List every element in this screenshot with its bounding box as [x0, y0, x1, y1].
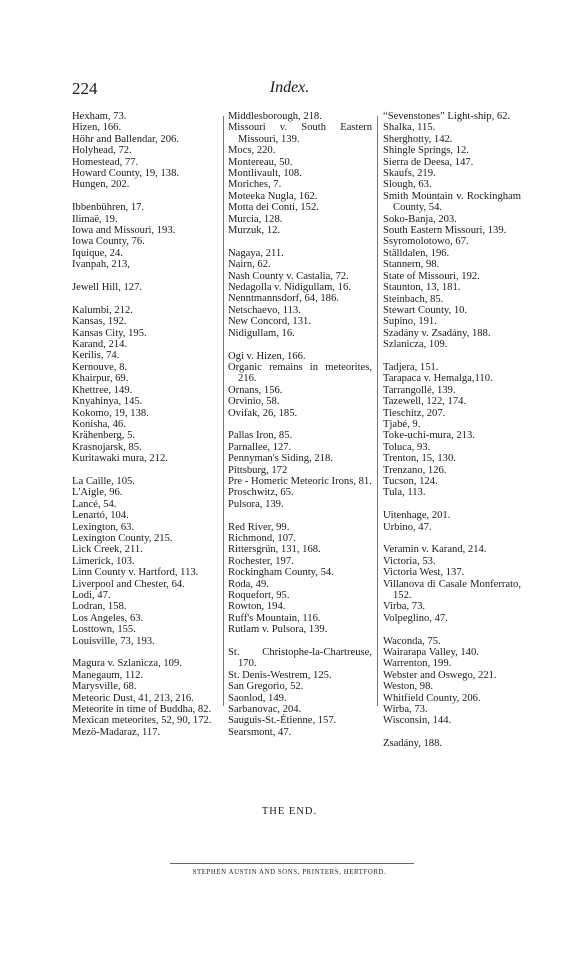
index-entry: Mezö-Madaraz, 117.: [72, 726, 161, 738]
index-entry: Pittsburg, 172: [228, 464, 288, 476]
index-entry: Losttown, 155.: [72, 624, 136, 636]
index-entry: Iowa County, 76.: [72, 236, 145, 248]
index-entry: Nash County v. Castalia, 72.: [228, 270, 349, 282]
index-entry: Ssyromolotowo, 67.: [383, 236, 469, 248]
index-entry: Proschwitz, 65.: [228, 487, 294, 499]
index-entry: Parnallee, 127.: [228, 441, 292, 453]
index-entry: La Caille, 105.: [72, 475, 135, 487]
entry-gap: [228, 636, 372, 647]
index-entry: Pallas Iron, 85.: [228, 430, 293, 442]
index-entry: Red River, 99.: [228, 521, 290, 533]
index-entry: Whitfield County, 206.: [383, 692, 481, 704]
printer-imprint: STEPHEN AUSTIN AND SONS, PRINTERS, HERTFORD.: [192, 869, 387, 876]
index-entry: Netschaevo, 113.: [228, 304, 301, 316]
entry-gap: [228, 510, 372, 521]
index-entry: Ivanpah, 213,: [72, 259, 130, 271]
index-entry: Ibbenbühren, 17.: [72, 202, 145, 214]
entry-gap: [383, 351, 521, 362]
index-entry: Tucson, 124.: [383, 475, 438, 487]
index-entry: Nagaya, 211.: [228, 247, 284, 259]
index-entry: Orvinio, 58.: [228, 396, 280, 408]
index-entry: Khairpur, 69.: [72, 373, 129, 385]
index-entry: Sherghotty, 142.: [383, 133, 453, 145]
index-entry: Roquefort, 95.: [228, 590, 290, 601]
index-entry: Hexham, 73.: [72, 111, 127, 122]
entry-gap: [72, 271, 218, 282]
index-entry: Howard County, 19, 138.: [72, 168, 180, 180]
index-entry: Sarbanovac, 204.: [228, 704, 302, 716]
index-entry: Sauguis-St.-Étienne, 157.: [228, 715, 337, 727]
index-entry: Pre - Homeric Meteoric Irons, 81.: [228, 475, 372, 487]
index-entry: Rittersgrün, 131, 168.: [228, 544, 321, 556]
index-column-2: [228, 111, 372, 738]
index-entry: Szadány v. Zsadány, 188.: [383, 327, 491, 339]
index-entry: Nairn, 62.: [228, 259, 271, 271]
index-entry: Marysville, 68.: [72, 681, 137, 693]
entry-gap: [228, 339, 372, 350]
index-entry: Homestead, 77.: [72, 156, 139, 168]
index-entry: Rockingham County, 54.: [228, 567, 334, 579]
index-entry: Warrenton, 199.: [383, 658, 452, 670]
index-entry: Steinbach, 85.: [383, 293, 444, 305]
index-entry: Meteoric Dust, 41, 213, 216.: [72, 692, 194, 704]
index-entry: Ilimaë, 19.: [72, 213, 118, 225]
index-entry: South Eastern Missouri, 139.: [383, 225, 507, 237]
index-entry: Kernouve, 8.: [72, 361, 128, 373]
index-entry: San Gregorio, 52.: [228, 681, 304, 693]
index-entry: Smith Mountain v. Rockingham County, 54.: [383, 190, 521, 214]
index-entry: Kalumbi, 212.: [72, 304, 133, 316]
index-entry: Lodi, 47.: [72, 590, 111, 601]
column-divider: [223, 116, 224, 706]
index-entry: “Sevenstones” Light-ship, 62.: [383, 111, 511, 122]
index-entry: Richmond, 107.: [228, 532, 296, 544]
entry-gap: [383, 499, 521, 510]
entry-gap: [228, 236, 372, 247]
index-entry: Lick Creek, 211.: [72, 544, 143, 556]
entry-gap: [383, 624, 521, 635]
index-entry: Mocs, 220.: [228, 145, 276, 157]
index-entry: Iowa and Missouri, 193.: [72, 225, 176, 237]
index-entry: Lexington County, 215.: [72, 532, 173, 544]
index-entry: Magura v. Szlanicza, 109.: [72, 658, 182, 670]
index-entry: Rowton, 194.: [228, 601, 286, 613]
index-entry: Moteeka Nugla, 162.: [228, 190, 318, 202]
index-entry: Holyhead, 72.: [72, 145, 132, 157]
index-entry: Meteorite in time of Buddha, 82.: [72, 704, 212, 716]
the-end-label: THE END.: [261, 806, 318, 817]
index-entry: Los Angeles, 63.: [72, 612, 144, 624]
index-entry: Murzuk, 12.: [228, 225, 281, 237]
index-entry: Shingle Springs, 12.: [383, 145, 469, 157]
index-entry: Volpeglino, 47.: [383, 612, 448, 624]
index-entry: Stannern, 98.: [383, 259, 440, 271]
index-entry: Supino, 191.: [383, 316, 437, 328]
index-entry: St. Denis-Westrem, 125.: [228, 669, 332, 681]
index-entry: Knyahinya, 145.: [72, 396, 143, 408]
index-entry: Jewell Hill, 127.: [72, 282, 143, 294]
index-entry: Organic remains in meteorites, 216.: [228, 361, 372, 385]
index-entry: Moriches, 7.: [228, 179, 282, 191]
index-entry: Wirba, 73.: [383, 704, 428, 716]
index-entry: Tjabé, 9.: [383, 418, 421, 430]
index-entry: Trenton, 15, 130.: [383, 453, 456, 465]
index-entry: Manegaum, 112.: [72, 669, 144, 681]
index-entry: Motta dei Conti, 152.: [228, 202, 319, 214]
index-entry: Krasnojarsk, 85.: [72, 441, 142, 453]
entry-gap: [383, 533, 521, 544]
index-entry: Tadjera, 151.: [383, 361, 439, 373]
index-entry: Khettree, 149.: [72, 384, 133, 396]
index-entry: Toke-uchi-mura, 213.: [383, 430, 475, 442]
index-entry: Montlivault, 108.: [228, 168, 302, 180]
index-entry: Lancé, 54.: [72, 498, 117, 510]
page-title: Index.: [269, 79, 310, 96]
index-entry: Staunton, 13, 181.: [383, 282, 461, 294]
index-entry: Krähenberg, 5.: [72, 430, 136, 442]
index-entry: Ogi v. Hizen, 166.: [228, 350, 306, 362]
index-entry: Skaufs, 219.: [383, 168, 436, 180]
index-entry: Kerilis, 74.: [72, 350, 120, 362]
index-entry: Limerick, 103.: [72, 555, 135, 567]
index-entry: Victoria West, 137.: [383, 567, 465, 579]
index-entry: Liverpool and Chester, 64.: [72, 578, 185, 590]
index-entry: Kansas City, 195.: [72, 327, 147, 339]
index-entry: Soko-Banja, 203.: [383, 213, 457, 225]
index-entry: Wairarapa Valley, 140.: [383, 647, 479, 659]
index-entry: Iquique, 24.: [72, 247, 123, 259]
index-entry: Trenzano, 126.: [383, 464, 447, 476]
index-entry: Ovifak, 26, 185.: [228, 407, 298, 419]
index-entry: Victoria, 53.: [383, 555, 436, 567]
index-entry: New Concord, 131.: [228, 316, 311, 328]
index-entry: Uitenhage, 201.: [383, 510, 451, 522]
index-entry: Tarrangollé, 139.: [383, 384, 456, 396]
index-entry: Ornans, 156.: [228, 384, 283, 396]
index-entry: Middlesborough, 218.: [228, 111, 322, 122]
running-head: [0, 79, 579, 103]
index-entry: Nidigullam, 16.: [228, 327, 295, 339]
index-entry: Tieschitz, 207.: [383, 407, 446, 419]
index-entry: Ruff's Mountain, 116.: [228, 612, 321, 624]
index-entry: Tarapaca v. Hemalga,110.: [383, 373, 493, 385]
index-entry: Searsmont, 47.: [228, 726, 292, 738]
index-entry: Toluca, 93.: [383, 441, 431, 453]
index-entry: Urbino, 47.: [383, 521, 432, 533]
index-entry: Kuritawaki mura, 212.: [72, 453, 168, 465]
index-entry: Saonlod, 149.: [228, 692, 287, 704]
entry-gap: [72, 191, 218, 202]
index-entry: Montereau, 50.: [228, 156, 293, 168]
entry-gap: [72, 465, 218, 476]
index-entry: Wisconsin, 144.: [383, 715, 452, 727]
index-entry: Höhr and Ballendar, 206.: [72, 133, 179, 145]
index-entry: Webster and Oswego, 221.: [383, 669, 497, 681]
index-entry: Nenntmannsdorf, 64, 186.: [228, 293, 339, 305]
index-entry: Pennyman's Siding, 218.: [228, 453, 333, 465]
index-column-1: [72, 111, 218, 738]
index-entry: State of Missouri, 192.: [383, 270, 480, 282]
index-entry: Nedagolla v. Nidigullam, 16.: [228, 282, 351, 294]
column-divider: [377, 116, 378, 706]
index-entry: Mexican meteorites, 52, 90, 172.: [72, 715, 212, 727]
index-entry: Tula, 113.: [383, 487, 426, 499]
index-entry: Rochester, 197.: [228, 555, 294, 567]
index-entry: L'Aigle, 96.: [72, 487, 123, 499]
index-entry: Waconda, 75.: [383, 635, 441, 647]
index-entry: Szlanicza, 109.: [383, 339, 448, 351]
index-entry: Sierra de Deesa, 147.: [383, 156, 474, 168]
entry-gap: [72, 293, 218, 304]
index-entry: Villanova di Casale Monferrato, 152.: [383, 578, 521, 602]
entry-gap: [228, 419, 372, 430]
index-entry: Kansas, 192.: [72, 316, 127, 328]
index-entry: Stewart County, 10.: [383, 304, 468, 316]
entry-gap: [72, 647, 218, 658]
page-number: 224: [72, 79, 98, 98]
index-column-3: [383, 111, 521, 750]
index-entry: Murcia, 128.: [228, 213, 283, 225]
index-entry: St. Christophe-la-Chartreuse, 170.: [228, 647, 372, 670]
footer-rule: [170, 863, 414, 864]
entry-gap: [383, 727, 521, 738]
index-entry: Weston, 98.: [383, 681, 434, 693]
index-entry: Missouri v. South Eastern Missouri, 139.: [228, 122, 372, 145]
index-entry: Lenartó, 104.: [72, 510, 129, 522]
index-entry: Kokomo, 19, 138.: [72, 407, 149, 419]
index-entry: Hizen, 166.: [72, 122, 122, 134]
index-entry: Pulsora, 139.: [228, 498, 284, 510]
index-entry: Shalka, 115.: [383, 122, 436, 134]
index-entry: Tazewell, 122, 174.: [383, 396, 467, 408]
index-entry: Veramin v. Karand, 214.: [383, 544, 487, 556]
index-entry: Louisville, 73, 193.: [72, 635, 155, 647]
index-entry: Roda, 49.: [228, 578, 269, 590]
index-entry: Slough, 63.: [383, 179, 432, 191]
index-entry: Rutlam v. Pulsora, 139.: [228, 624, 328, 636]
index-entry: Hungen, 202.: [72, 179, 130, 191]
index-entry: Karand, 214.: [72, 339, 128, 351]
index-entry: Ställdalen, 196.: [383, 247, 450, 259]
index-entry: Lexington, 63.: [72, 521, 135, 533]
index-entry: Virba, 73.: [383, 601, 426, 613]
index-entry: Zsadány, 188.: [383, 738, 443, 750]
index-entry: Lodran, 158.: [72, 601, 127, 613]
index-entry: Linn County v. Hartford, 113.: [72, 567, 199, 579]
index-entry: Konisha, 46.: [72, 418, 126, 430]
